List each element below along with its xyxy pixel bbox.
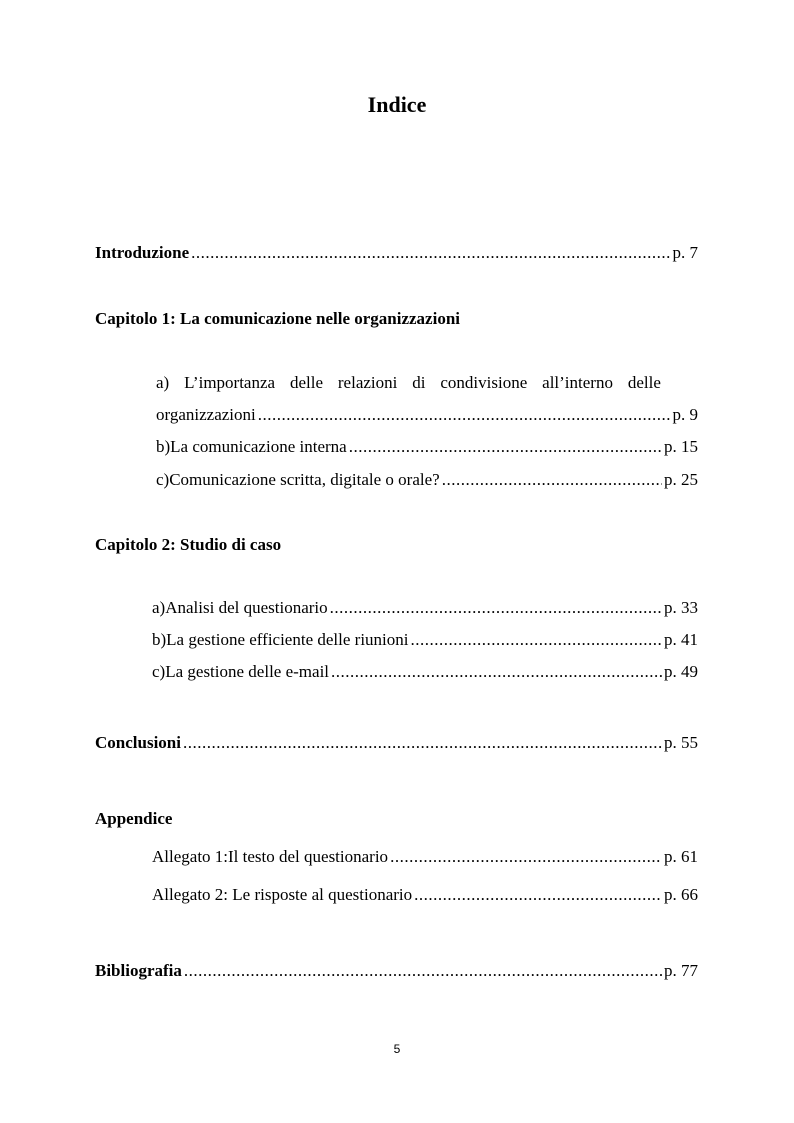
- toc-entry-label: La gestione efficiente delle riunioni: [166, 630, 409, 649]
- chapter-1-heading: Capitolo 1: La comunicazione nelle organizzazioni: [95, 309, 460, 328]
- toc-entry-1a-line2[interactable]: [156, 404, 698, 426]
- list-marker: c): [156, 470, 170, 489]
- leader-dots: [442, 469, 662, 491]
- toc-entry-label: Comunicazione scritta, digitale o orale?: [169, 470, 440, 489]
- leader-dots: [414, 884, 662, 906]
- leader-dots: [183, 732, 662, 754]
- toc-entry-page: p. 9: [672, 405, 698, 424]
- page-title: Indice: [367, 92, 427, 117]
- toc-entry-allegato-2[interactable]: [152, 884, 698, 906]
- toc-entry-label: organizzazioni: [156, 405, 256, 424]
- leader-dots: [258, 404, 671, 426]
- leader-dots: [390, 846, 662, 868]
- leader-dots: [349, 436, 662, 458]
- list-marker: b): [152, 630, 167, 649]
- toc-entry-1c[interactable]: [156, 469, 698, 491]
- toc-entry-label: Conclusioni: [95, 733, 181, 752]
- toc-entry-page: p. 77: [664, 961, 698, 980]
- word: all’interno: [542, 373, 613, 392]
- leader-dots: [191, 242, 670, 264]
- toc-entry-1b[interactable]: [156, 436, 698, 458]
- toc-entry-page: p. 66: [664, 885, 698, 904]
- word: delle: [289, 373, 323, 392]
- toc-entry-label: Allegato 2: Le risposte al questionario: [152, 885, 413, 904]
- toc-entry-1a-line1[interactable]: [156, 372, 661, 394]
- toc-entry-2a[interactable]: [152, 597, 698, 619]
- toc-entry-label: La gestione delle e-mail: [165, 662, 330, 681]
- word: condivisione: [440, 373, 528, 392]
- word: relazioni: [337, 373, 398, 392]
- toc-entry-label: Introduzione: [95, 243, 190, 262]
- toc-entry-page: p. 15: [664, 437, 698, 456]
- list-marker: c): [152, 662, 166, 681]
- toc-entry-label: Bibliografia: [95, 961, 182, 980]
- list-marker: a): [152, 598, 166, 617]
- toc-entry-introduzione[interactable]: [95, 242, 698, 264]
- leader-dots: [184, 960, 662, 982]
- page-number: 5: [393, 1042, 401, 1056]
- appendix-heading: Appendice: [95, 809, 173, 828]
- toc-entry-page: p. 49: [664, 662, 698, 681]
- toc-entry-page: p. 33: [664, 598, 698, 617]
- leader-dots: [411, 629, 663, 651]
- word: L’importanza: [184, 373, 276, 392]
- toc-entry-label: Analisi del questionario: [165, 598, 328, 617]
- toc-entry-conclusioni[interactable]: [95, 732, 698, 754]
- toc-entry-bibliografia[interactable]: [95, 960, 698, 982]
- word: delle: [627, 373, 661, 392]
- leader-dots: [331, 661, 662, 683]
- toc-entry-page: p. 55: [664, 733, 698, 752]
- toc-entry-page: p. 25: [664, 470, 698, 489]
- toc-entry-allegato-1[interactable]: [152, 846, 698, 868]
- list-marker: a): [156, 373, 170, 392]
- word: di: [412, 373, 426, 392]
- toc-entry-2c[interactable]: [152, 661, 698, 683]
- toc-entry-page: p. 41: [664, 630, 698, 649]
- toc-entry-page: p. 7: [672, 243, 698, 262]
- toc-entry-2b[interactable]: [152, 629, 698, 651]
- toc-entry-label: Allegato 1:Il testo del questionario: [152, 847, 389, 866]
- toc-entry-page: p. 61: [664, 847, 698, 866]
- leader-dots: [330, 597, 662, 619]
- list-marker: b): [156, 437, 171, 456]
- chapter-2-heading: Capitolo 2: Studio di caso: [95, 535, 282, 554]
- toc-entry-label: La comunicazione interna: [170, 437, 347, 456]
